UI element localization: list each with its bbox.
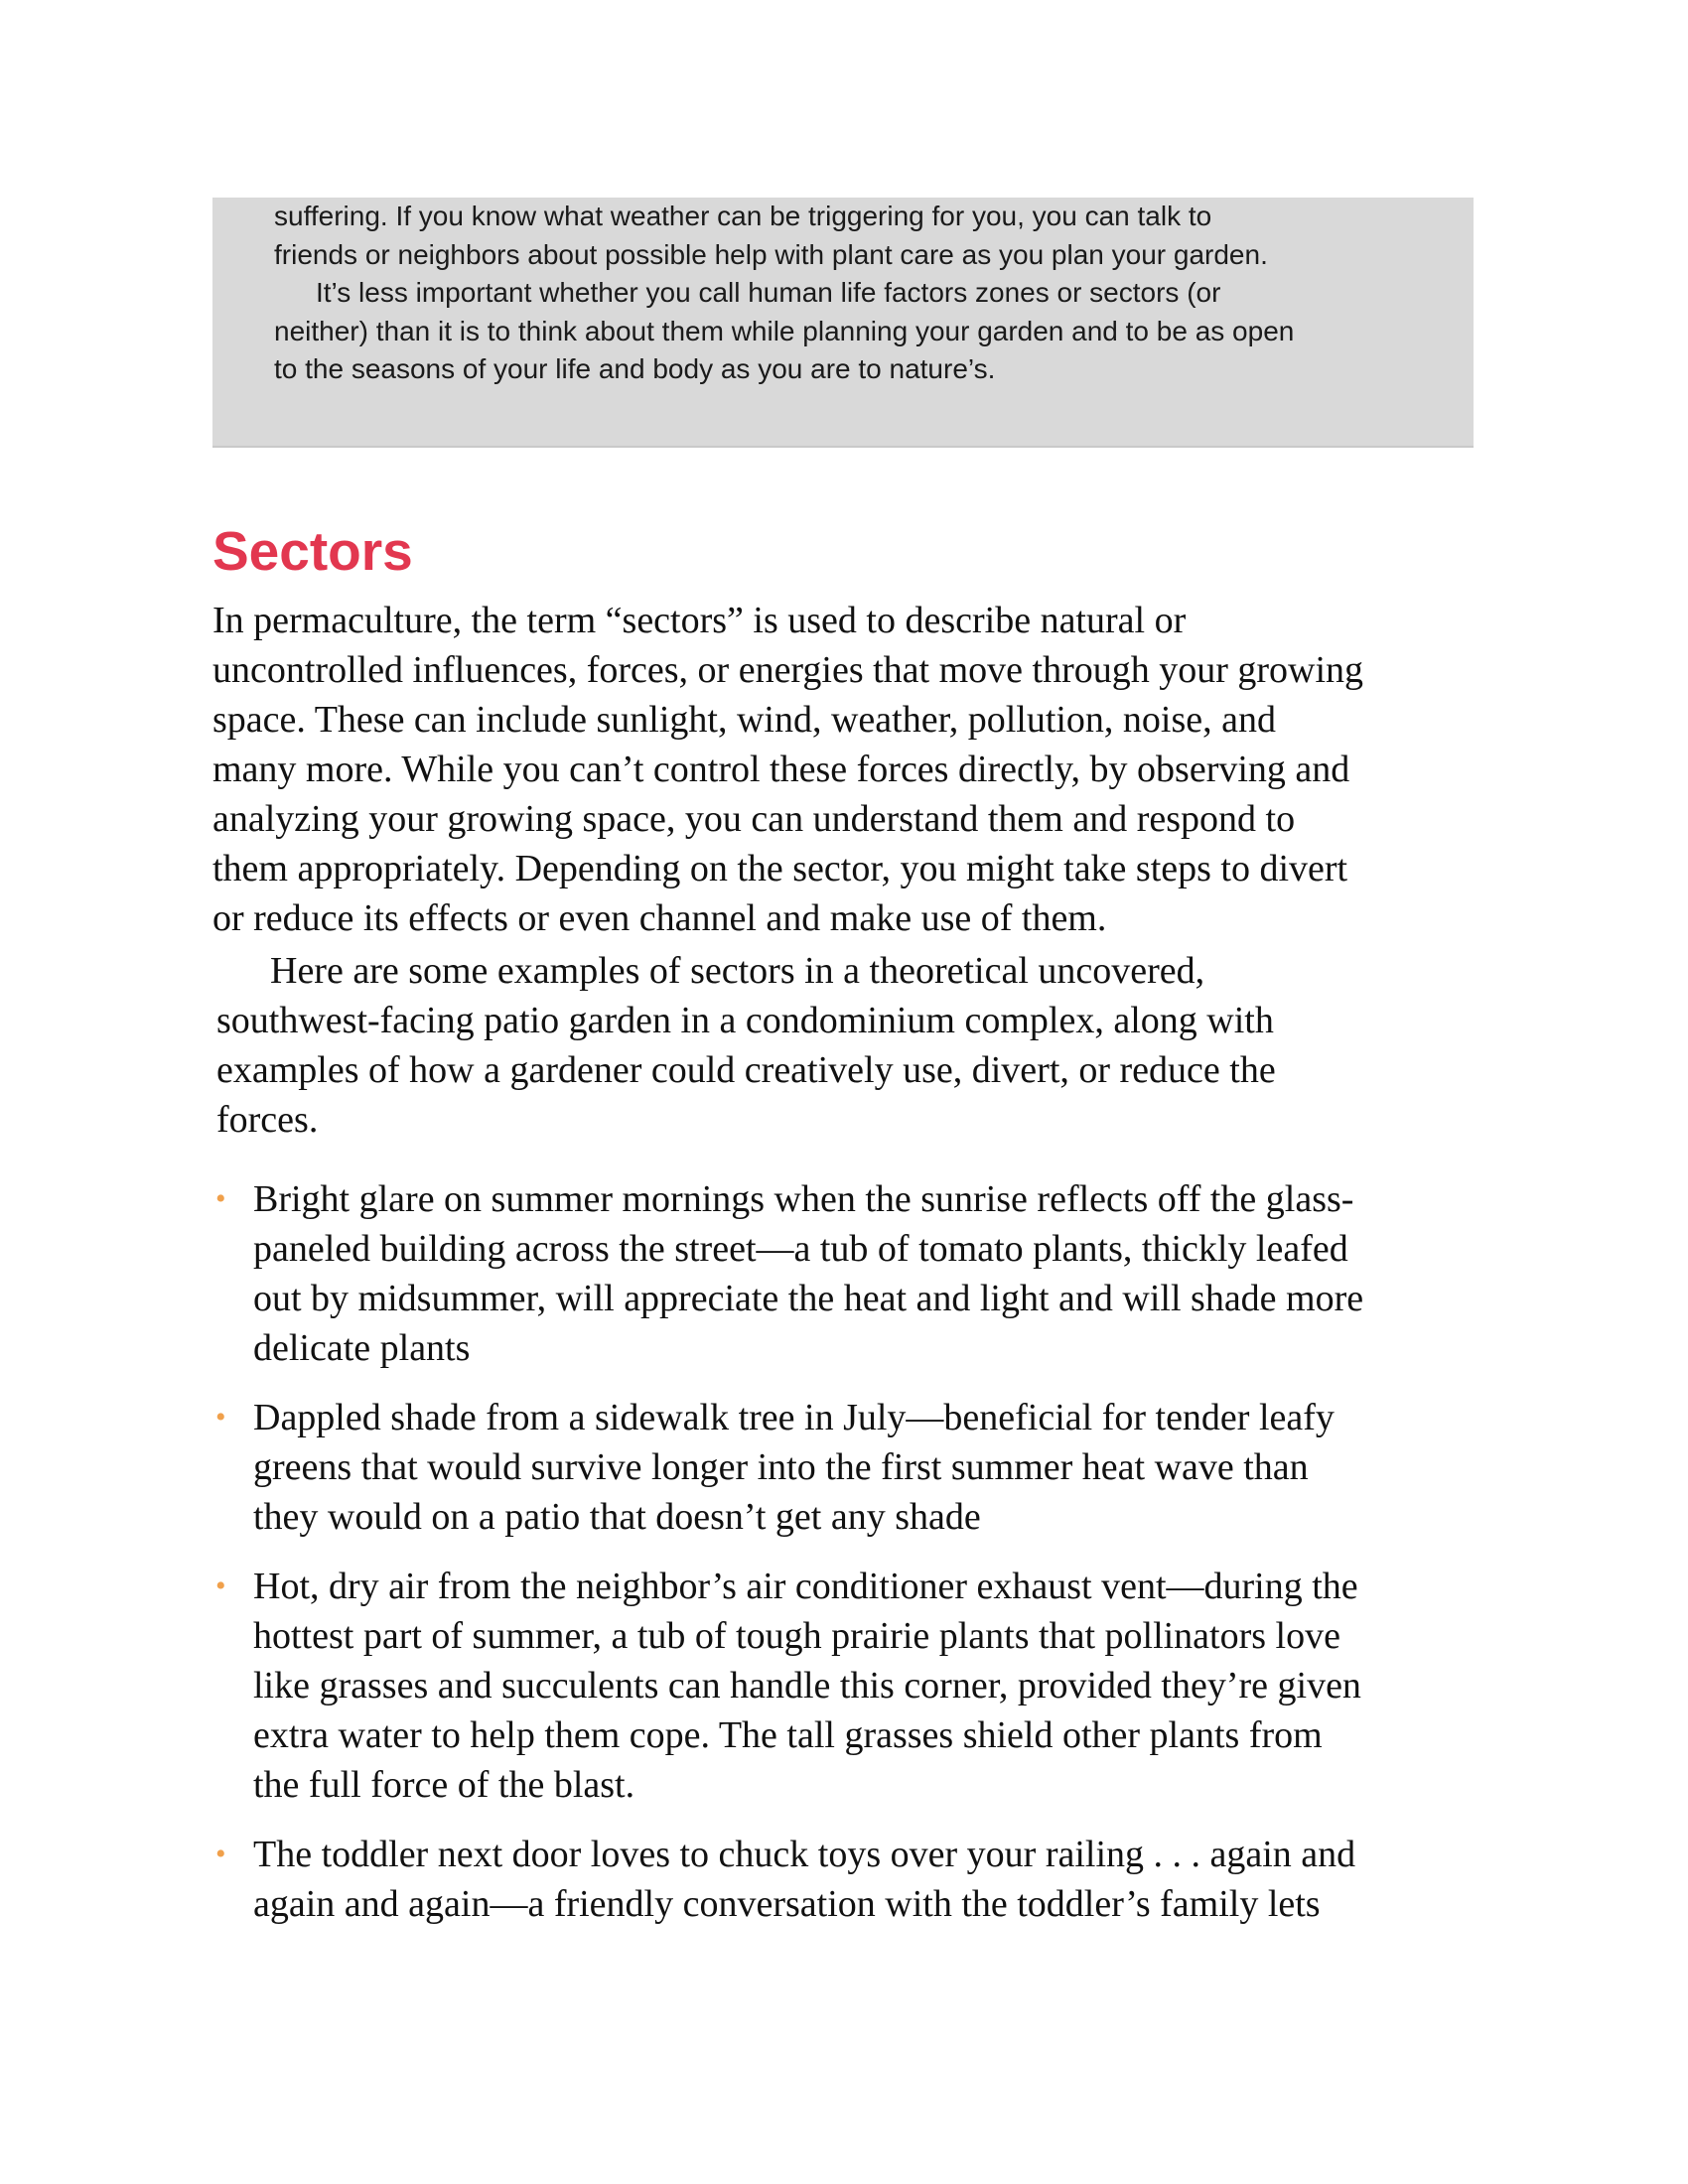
- sidebar-box: [212, 198, 1474, 448]
- list-item: [212, 1174, 1493, 1373]
- text-line: again and again—a friendly conversation with the toddler’s family lets: [253, 1883, 1321, 1925]
- text-line: like grasses and succulents can handle this corner, provided they’re given: [253, 1665, 1361, 1706]
- text-line: Bright glare on summer mornings when the sunrise reflects off the glass-: [253, 1178, 1354, 1220]
- text-line: Here are some examples of sectors in a theoretical uncovered,: [270, 950, 1205, 992]
- text-line: or reduce its effects or even channel and make use of them.: [212, 897, 1107, 939]
- text-line: examples of how a gardener could creatively use, divert, or reduce the: [216, 1049, 1276, 1091]
- bullet-icon: •: [215, 1401, 226, 1433]
- text-line: forces.: [216, 1099, 319, 1141]
- text-line: paneled building across the street—a tub of tomato plants, thickly leafed: [253, 1228, 1348, 1270]
- text-line: them appropriately. Depending on the sector, you might take steps to divert: [212, 848, 1348, 889]
- list-item: [212, 1562, 1493, 1810]
- sidebar-paragraph: [274, 274, 1416, 389]
- text-line: neither) than it is to think about them while planning your garden and to be as open: [274, 315, 1295, 346]
- text-line: to the seasons of your life and body as you are to nature’s.: [274, 353, 996, 384]
- text-line: space. These can include sunlight, wind, weather, pollution, noise, and: [212, 699, 1277, 741]
- text-line: The toddler next door loves to chuck toys over your railing . . . again and: [253, 1834, 1356, 1875]
- text-line: delicate plants: [253, 1327, 471, 1369]
- text-line: greens that would survive longer into the first summer heat wave than: [253, 1446, 1309, 1488]
- text-line: It’s less important whether you call human life factors zones or sectors (or: [316, 277, 1221, 308]
- body-paragraph: [216, 946, 1487, 1145]
- sidebar-paragraph: [274, 198, 1416, 274]
- bullet-icon: •: [215, 1838, 226, 1870]
- text-line: many more. While you can’t control these forces directly, by observing and: [212, 749, 1350, 790]
- bullet-icon: •: [215, 1570, 226, 1602]
- text-line: In permaculture, the term “sectors” is used to describe natural or: [212, 600, 1187, 641]
- list-item: [212, 1830, 1493, 1929]
- text-line: extra water to help them cope. The tall grasses shield other plants from: [253, 1714, 1323, 1756]
- text-line: the full force of the blast.: [253, 1764, 635, 1806]
- text-line: they would on a patio that doesn’t get any shade: [253, 1496, 981, 1538]
- text-line: analyzing your growing space, you can understand them and respond to: [212, 798, 1296, 840]
- text-line: Dappled shade from a sidewalk tree in July—beneficial for tender leafy: [253, 1397, 1335, 1438]
- text-line: uncontrolled influences, forces, or energies that move through your growing: [212, 649, 1364, 691]
- body-paragraph: [212, 596, 1483, 943]
- text-line: Hot, dry air from the neighbor’s air conditioner exhaust vent—during the: [253, 1566, 1358, 1607]
- text-line: southwest-facing patio garden in a condominium complex, along with: [216, 1000, 1274, 1041]
- section-heading: Sectors: [212, 520, 413, 582]
- text-line: suffering. If you know what weather can be triggering for you, you can talk to: [274, 201, 1212, 231]
- bullet-list: [212, 1174, 1493, 1929]
- text-line: out by midsummer, will appreciate the heat and light and will shade more: [253, 1278, 1364, 1319]
- bullet-icon: •: [215, 1182, 226, 1215]
- text-line: hottest part of summer, a tub of tough prairie plants that pollinators love: [253, 1615, 1340, 1657]
- list-item: [212, 1393, 1493, 1542]
- text-line: friends or neighbors about possible help with plant care as you plan your garden.: [274, 238, 1268, 270]
